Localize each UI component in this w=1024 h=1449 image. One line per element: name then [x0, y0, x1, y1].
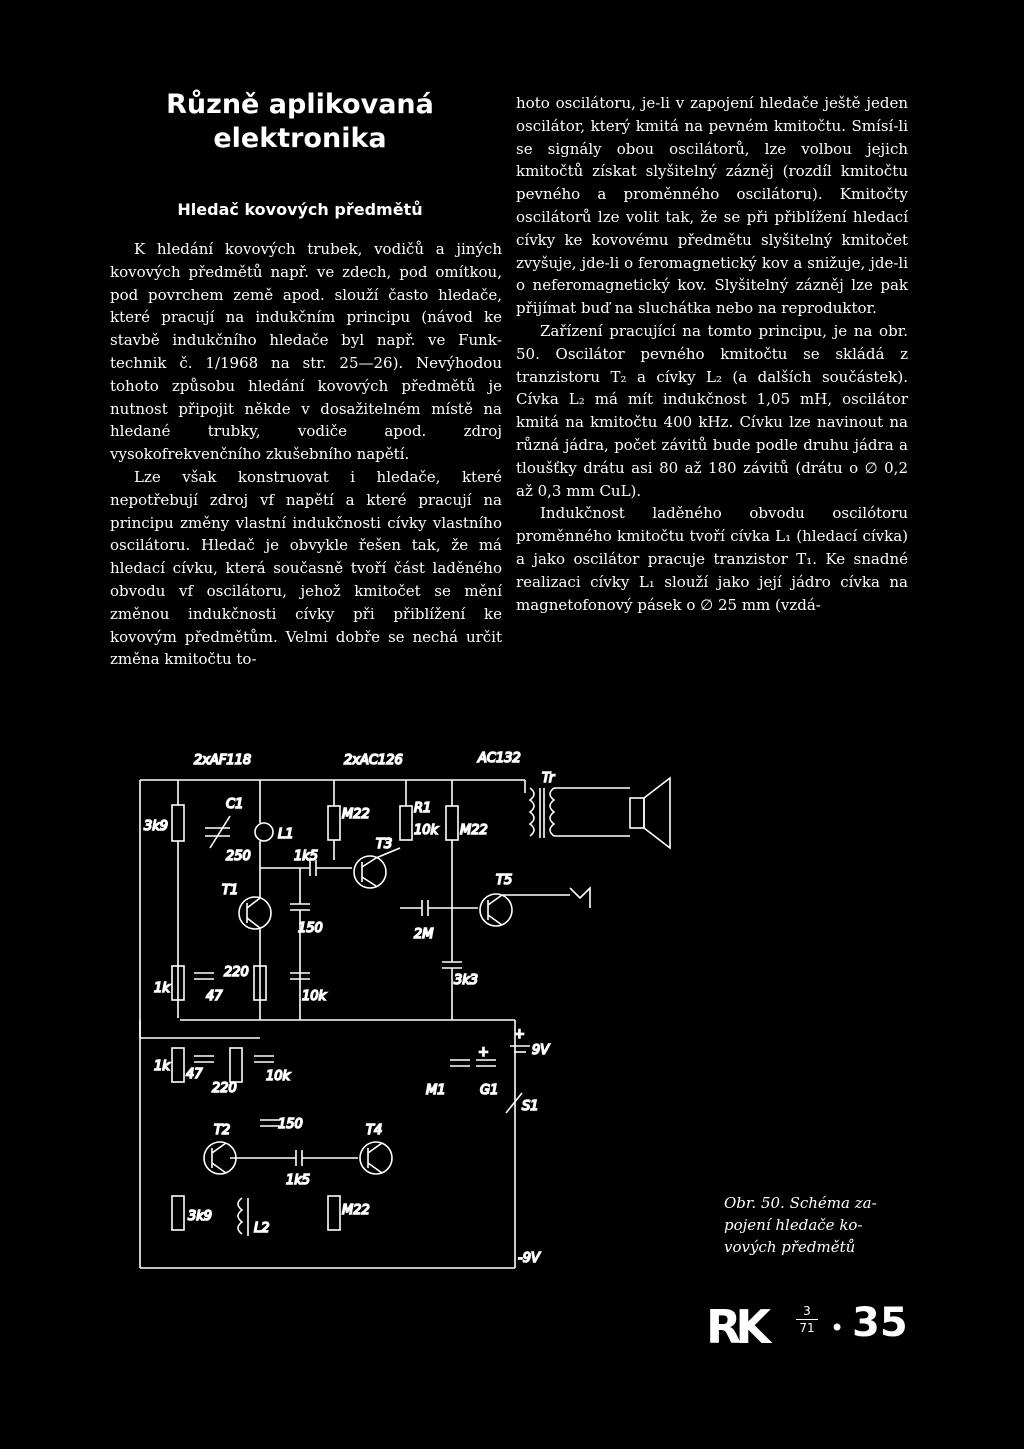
wire: [368, 1143, 382, 1153]
label-47-a: 47: [206, 989, 223, 1004]
label-m22-a: M22: [342, 807, 370, 822]
trimmer-arrow: [210, 816, 230, 848]
coil-l1: [255, 823, 273, 841]
wire: [362, 877, 376, 886]
speaker: [630, 798, 644, 828]
page-footer: [706, 1296, 916, 1356]
label-minus-9v: -9V: [518, 1251, 540, 1266]
coil-l2: [238, 1198, 242, 1234]
left-text-column: [110, 238, 502, 671]
label-m1: M1: [426, 1083, 446, 1098]
resistor-r1: [400, 806, 412, 840]
paragraph: Lze však konstruovat i hledače, které nepotřebují zdroj vf napětí a které pracují na principu změny vlastní indukčnosti cívky vlastního oscilátoru. Hledač je obvykle řešen tak, že má hledací cívku, která současně tvoří část laděného obvodu vf oscilátoru, jehož kmitočet se mění změnou indukčnosti cívky při přiblížení ke kovovým předmětům. Velmi dobře se nechá určit změna kmitočtu to-: [110, 467, 502, 669]
title-line-2: elektronika: [213, 123, 387, 154]
label-10k-b: 10k: [266, 1069, 291, 1084]
label-3k3: 3k3: [454, 973, 479, 988]
label-plus-battery: +: [514, 1027, 525, 1042]
right-text-column: [516, 92, 908, 616]
paragraph: hoto oscilátoru, je-li v zapojení hledače ještě jeden oscilátor, který kmitá na pevném kmitočtu. Smísí-li se signály obou oscilátorů, lze volbou jejich kmitočtů získat slyšitelný zázněj (rozdíl kmitočtu pevného a proměnného oscilátoru). Kmitočty oscilátorů lze volit tak, že se při přiblížení hledací cívky ke kovovému předmětu slyšitelný kmitočet zvyšuje, jde-li o feromagnetický kov a snižuje, jde-li o neferomagnetický kov. Slyšitelný zázněj lze pak přijímat buď na sluchátka nebo na reproduktor.: [516, 94, 908, 318]
transformer-tr-primary: [530, 788, 534, 836]
caption-line: Obr. 50. Schéma za-: [724, 1194, 877, 1212]
label-ac132: AC132: [478, 751, 521, 766]
label-10k-a: 10k: [414, 823, 439, 838]
label-250: 250: [226, 849, 251, 864]
label-150-b: 150: [278, 1117, 303, 1132]
label-220-b: 220: [212, 1081, 237, 1096]
label-t4: T4: [366, 1123, 383, 1138]
wire: [247, 918, 260, 928]
article-subtitle: Hledač kovových předmětů: [177, 200, 423, 219]
label-47-b: 47: [186, 1067, 203, 1082]
caption-line: vových předmětů: [724, 1238, 856, 1256]
label-2xaf118: 2xAF118: [194, 753, 252, 768]
transformer-tr-secondary: [550, 788, 554, 836]
issue-number: [796, 1304, 818, 1335]
label-t1: T1: [222, 883, 239, 898]
resistor-m22-b: [446, 806, 458, 840]
wire: [368, 1163, 382, 1173]
label-2m: 2M: [414, 927, 434, 942]
title-line-1: Různě aplikovaná: [166, 89, 434, 120]
label-t2: T2: [214, 1123, 231, 1138]
issue-year: 71: [799, 1321, 815, 1335]
wire: [247, 898, 260, 908]
wire: [362, 858, 376, 867]
label-m22-b: M22: [460, 823, 488, 838]
issue-num: 3: [803, 1304, 811, 1318]
label-s1: S1: [522, 1099, 539, 1114]
speaker-cone: [644, 778, 670, 848]
resistor-m22-a: [328, 806, 340, 840]
headphone-jack: [570, 888, 590, 908]
caption-line: pojení hledače ko-: [724, 1216, 863, 1234]
wire: [212, 1143, 226, 1153]
paragraph: Zařízení pracující na tomto principu, je na obr. 50. Oscilátor pevného kmitočtu se skládá z tranzistoru T₂ a cívky L₂ (a dalších součástek). Cívka L₂ má mít indukčnost 1,05 mH, oscilátor kmitá na kmitočtu 400 kHz. Cívku lze navinout na různá jádra, počet závitů bude podle druhu jádra a tloušťky drátu asi 80 až 180 závitů (drátu o ∅ 0,2 až 0,3 mm CuL).: [516, 321, 908, 500]
label-3k9-top: 3k9: [144, 819, 169, 834]
circuit-schematic: [130, 748, 710, 1288]
bullet: •: [830, 1314, 845, 1342]
label-2xac126: 2xAC126: [344, 753, 403, 768]
label-3k9-bottom: 3k9: [188, 1209, 213, 1224]
label-l1: L1: [278, 827, 294, 842]
label-1k5-a: 1k5: [294, 849, 319, 864]
label-plus-g1: +: [478, 1045, 489, 1060]
resistor-3k9-bottom: [172, 1196, 184, 1230]
label-9v: 9V: [532, 1043, 550, 1058]
label-150-a: 150: [298, 921, 323, 936]
label-1k-b: 1k: [154, 1059, 170, 1074]
magazine-logo: RK: [706, 1300, 766, 1354]
resistor-1k-b: [172, 1048, 184, 1082]
resistor-3k9-top: [172, 805, 184, 841]
wire: [488, 915, 502, 925]
label-c1: C1: [226, 797, 244, 812]
label-r1: R1: [414, 801, 432, 816]
paragraph: Indukčnost laděného obvodu oscilótoru proměnného kmitočtu tvoří cívka L₁ (hledací cívka) a jako oscilátor pracuje tranzistor T₁. Ke snadné realizaci cívky L₁ slouží jako její jádro cívka na magnetofonový pásek o ∅ 25 mm (vzdá-: [516, 504, 908, 614]
label-l2: L2: [254, 1221, 270, 1236]
resistor-m22-c: [328, 1196, 340, 1230]
switch-s1: [506, 1093, 522, 1113]
label-220-a: 220: [224, 965, 249, 980]
wire: [488, 895, 502, 905]
transistor-t3: [354, 856, 386, 888]
label-tr: Tr: [542, 771, 555, 786]
label-m22-c: M22: [342, 1203, 370, 1218]
wire: [212, 1163, 226, 1173]
paragraph: K hledání kovových trubek, vodičů a jiných kovových předmětů např. ve zdech, pod omítkou, pod povrchem země apod. slouží často hledače, které pracují na indukčním principu (návod ke stavbě indukčního hledače byl např. ve Funktechnik č. 1/1968 na str. 25—26). Nevýhodou tohoto způsobu hledání kovových předmětů je nutnost připojit někde v dosažitelném místě na hledané trubky, vodiče apod. zdroj vysokofrekvenčního zkušebního napětí.: [110, 240, 502, 464]
label-1k5-b: 1k5: [286, 1173, 311, 1188]
figure-caption: [724, 1192, 924, 1258]
label-1k-a: 1k: [154, 981, 170, 996]
article-title: [130, 88, 470, 156]
page-number: 35: [852, 1300, 908, 1346]
label-t3: T3: [376, 837, 393, 852]
label-g1: G1: [480, 1083, 499, 1098]
label-t5: T5: [496, 873, 513, 888]
label-10k-a-cap: 10k: [302, 989, 327, 1004]
resistor-220-b: [230, 1048, 242, 1082]
